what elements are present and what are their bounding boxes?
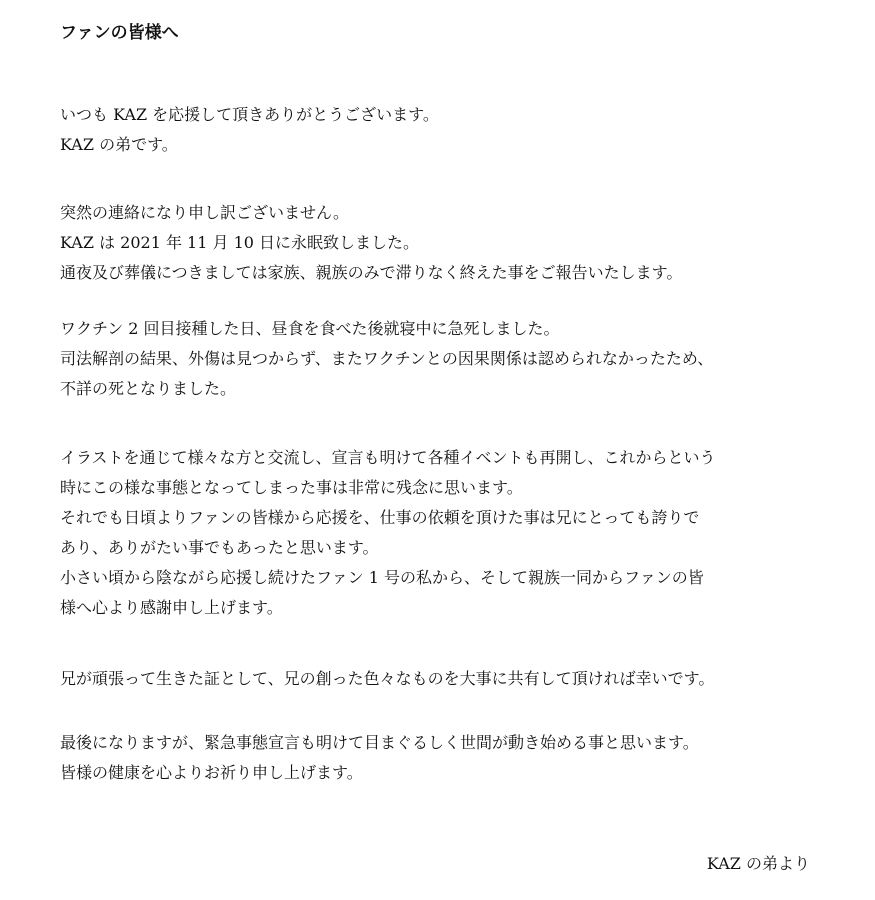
paragraph-greeting (60, 100, 439, 160)
paragraph-announcement (60, 198, 682, 288)
text-line: 最後になりますが、緊急事態宣言も明けて目まぐるしく世間が動き始める事と思います。 (60, 733, 699, 752)
text-line: ワクチン 2 回目接種した日、昼食を食べた後就寝中に急死しました。 (60, 319, 560, 338)
text-line: 突然の連絡になり申し訳ございません。 (60, 203, 349, 222)
text-line: 兄が頑張って生きた証として、兄の創った色々なものを大事に共有して頂ければ幸いです。 (60, 669, 715, 688)
text-line: 様へ心より感謝申し上げます。 (60, 598, 283, 617)
text-line: イラストを通じて様々な方と交流し、宣言も明けて各種イベントも再開し、これからという (60, 448, 716, 467)
text-line: 司法解剖の結果、外傷は見つからず、またワクチンとの因果関係は認められなかったため、 (60, 349, 714, 368)
text-line: KAZ の弟です。 (60, 135, 178, 154)
text-line: いつも KAZ を応援して頂きありがとうございます。 (60, 105, 439, 124)
text-line: 皆様の健康を心よりお祈り申し上げます。 (60, 763, 363, 782)
text-line: それでも日頃よりファンの皆様から応援を、仕事の依頼を頂けた事は兄にとっても誇りで (60, 508, 700, 527)
text-line: 時にこの様な事態となってしまった事は非常に残念に思います。 (60, 478, 523, 497)
text-line: 小さい頃から陰ながら応援し続けたファン 1 号の私から、そして親族一同からファンの皆 (60, 568, 704, 587)
paragraph-circumstances (60, 314, 713, 404)
text-line: 通夜及び葬儀につきましては家族、親族のみで滞りなく終えた事をご報告いたします。 (60, 263, 683, 282)
text-line: KAZ は 2021 年 11 月 10 日に永眠致しました。 (60, 233, 420, 252)
letter (60, 0, 860, 900)
letter-signature: KAZ の弟より (706, 854, 810, 873)
letter-title: ファンの皆様へ (60, 23, 179, 43)
paragraph-closing (60, 728, 699, 788)
paragraph-thanks (60, 443, 716, 623)
text-line: 不詳の死となりました。 (60, 379, 237, 398)
text-line: あり、ありがたい事でもあったと思います。 (60, 538, 379, 557)
paragraph-sharing (60, 664, 714, 694)
